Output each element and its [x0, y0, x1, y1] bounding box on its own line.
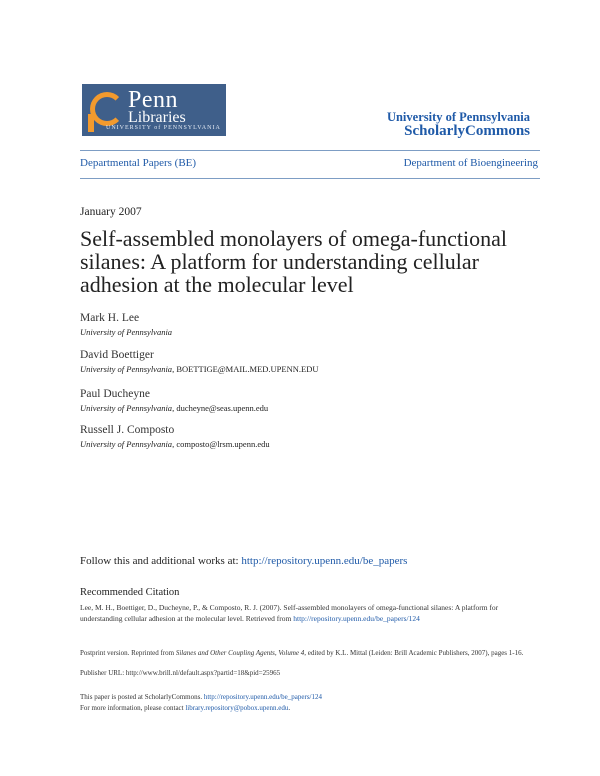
penn-libraries-logo[interactable]	[82, 84, 226, 136]
logo-libraries-text: Libraries	[128, 109, 186, 126]
top-divider	[80, 150, 540, 151]
author-name: Paul Ducheyne	[80, 388, 150, 400]
citation-link[interactable]: http://repository.upenn.edu/be_papers/124	[293, 614, 420, 623]
open-access-icon	[90, 92, 124, 126]
author-affiliation: University of Pennsylvania	[80, 327, 173, 337]
author-affiliation: University of Pennsylvania, ducheyne@seas.upenn.edu	[80, 403, 269, 413]
author-affiliation: University of Pennsylvania, composto@lrsm.upenn.edu	[80, 439, 270, 449]
department-link[interactable]: Department of Bioengineering	[403, 157, 538, 169]
contact-email-link[interactable]: library.repository@pobox.upenn.edu	[185, 704, 289, 712]
paper-link[interactable]: http://repository.upenn.edu/be_papers/124	[203, 693, 322, 701]
logo-penn-text: Penn	[128, 87, 178, 113]
citation-text: Lee, M. H., Boettiger, D., Ducheyne, P., & Composto, R. J. (2007). Self-assembled monolayers of omega-functional silanes: A platform for understanding cellular adhesion at the molecular level. Retrieved from http://repository.upenn.edu/be_papers/124	[80, 603, 499, 623]
paper-title: Self-assembled monolayers of omega-functional silanes: A platform for understanding cellular adhesion at the molecular level	[80, 226, 508, 297]
author-affiliation: University of Pennsylvania, BOETTIGE@MAIL.MED.UPENN.EDU	[80, 364, 319, 374]
be-papers-link[interactable]: http://repository.upenn.edu/be_papers	[241, 555, 408, 567]
follow-line: Follow this and additional works at: http://repository.upenn.edu/be_papers	[80, 555, 408, 567]
author-name: David Boettiger	[80, 349, 154, 361]
publication-date: January 2007	[80, 206, 142, 218]
bottom-divider	[80, 178, 540, 179]
posted-note: This paper is posted at ScholarlyCommons. http://repository.upenn.edu/be_papers/124	[80, 693, 322, 701]
author-name: Mark H. Lee	[80, 312, 140, 324]
header-scholarlycommons[interactable]: ScholarlyCommons	[404, 123, 530, 139]
contact-note: For more information, please contact library.repository@pobox.upenn.edu.	[80, 704, 291, 712]
logo-university-text: UNIVERSITY of PENNSYLVANIA	[106, 125, 221, 131]
author-name: Russell J. Composto	[80, 424, 175, 436]
open-access-icon-stem	[88, 114, 94, 132]
publisher-url: Publisher URL: http://www.brill.nl/default.aspx?partid=18&pid=25965	[80, 669, 281, 677]
header-university[interactable]: University of Pennsylvania	[386, 110, 530, 124]
departmental-papers-link[interactable]: Departmental Papers (BE)	[80, 157, 197, 169]
recommended-citation-heading: Recommended Citation	[80, 587, 180, 598]
postprint-note: Postprint version. Reprinted from Silanes and Other Coupling Agents, Volume 4, edited by K.L. Mittal (Leiden: Brill Academic Publishers, 2007), pages 1-16.	[80, 649, 524, 657]
